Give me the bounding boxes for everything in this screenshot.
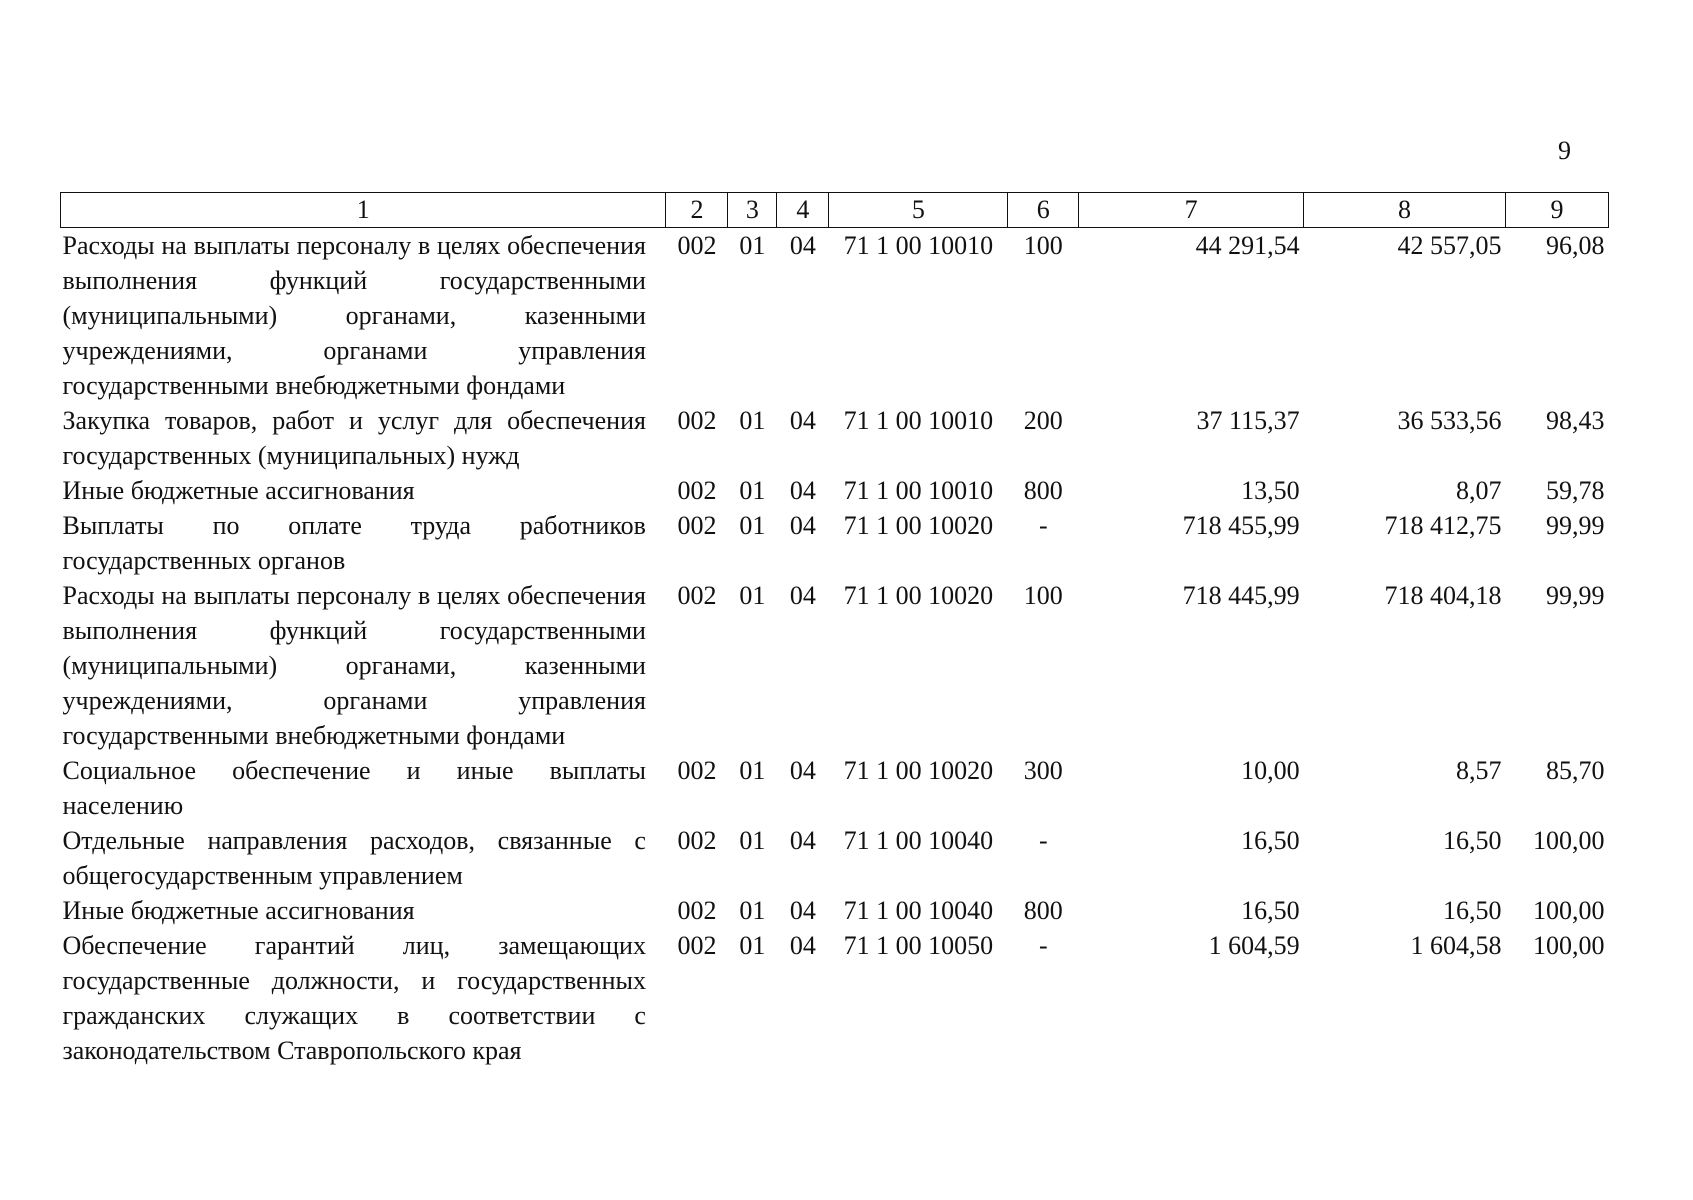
value-8: 16,50 <box>1442 896 1502 925</box>
header-cell: 7 <box>1079 193 1304 228</box>
code-5: 71 1 00 10010 <box>843 231 994 260</box>
value-9: 96,08 <box>1546 231 1605 260</box>
code-2: 002 <box>677 931 717 960</box>
code-2: 002 <box>677 231 717 260</box>
value-8: 1 604,58 <box>1410 931 1502 960</box>
value-7: 1 604,59 <box>1208 931 1300 960</box>
header-cell: 8 <box>1304 193 1506 228</box>
code-3: 01 <box>739 931 766 960</box>
table-row <box>61 893 1609 928</box>
value-7: 13,50 <box>1241 476 1300 505</box>
header-cell: 1 <box>61 193 666 228</box>
value-9: 98,43 <box>1546 406 1605 435</box>
code-4: 04 <box>789 826 816 855</box>
value-7: 16,50 <box>1241 826 1300 855</box>
value-9: 100,00 <box>1533 896 1605 925</box>
table-row <box>61 928 1609 1068</box>
value-9: 85,70 <box>1546 756 1605 785</box>
table-row <box>61 753 1609 823</box>
value-9: 100,00 <box>1533 931 1605 960</box>
value-8: 8,07 <box>1455 476 1502 505</box>
header-cell: 6 <box>1008 193 1079 228</box>
code-4: 04 <box>789 476 816 505</box>
code-6: - <box>1038 511 1048 540</box>
value-9: 59,78 <box>1546 476 1605 505</box>
value-9: 99,99 <box>1546 581 1605 610</box>
expense-name: Выплаты по оплате труда работников государственных органов <box>62 511 646 575</box>
code-5: 71 1 00 10020 <box>843 581 994 610</box>
table-row <box>61 403 1609 473</box>
expense-name: Расходы на выплаты персоналу в целях обеспечения выполнения функций государственными (муниципальными) органами, казенными учреждениями, органами управления государственными внебюджетными фондами <box>62 231 646 400</box>
expense-name: Иные бюджетные ассигнования <box>62 476 415 505</box>
code-2: 002 <box>677 511 717 540</box>
code-5: 71 1 00 10050 <box>843 931 994 960</box>
value-8: 42 557,05 <box>1397 231 1502 260</box>
code-4: 04 <box>789 931 816 960</box>
code-5: 71 1 00 10020 <box>843 756 994 785</box>
code-3: 01 <box>739 406 766 435</box>
code-3: 01 <box>739 511 766 540</box>
code-4: 04 <box>789 581 816 610</box>
value-8: 8,57 <box>1455 756 1502 785</box>
code-2: 002 <box>677 581 717 610</box>
code-6: - <box>1038 931 1048 960</box>
value-7: 37 115,37 <box>1196 406 1300 435</box>
code-5: 71 1 00 10020 <box>843 511 994 540</box>
code-3: 01 <box>739 756 766 785</box>
value-7: 10,00 <box>1241 756 1300 785</box>
header-cell: 9 <box>1505 193 1608 228</box>
code-6: - <box>1038 826 1048 855</box>
code-6: 100 <box>1023 231 1063 260</box>
table-row <box>61 578 1609 753</box>
expense-name: Обеспечение гарантий лиц, замещающих государственные должности, и государственных гражданских служащих в соответствии с законодательством Ставропольского края <box>62 931 646 1065</box>
header-cell: 2 <box>666 193 728 228</box>
value-7: 16,50 <box>1241 896 1300 925</box>
header-cell: 3 <box>728 193 777 228</box>
code-5: 71 1 00 10040 <box>843 826 994 855</box>
code-2: 002 <box>677 896 717 925</box>
code-6: 100 <box>1023 581 1063 610</box>
code-3: 01 <box>739 826 766 855</box>
header-cell: 5 <box>829 193 1008 228</box>
code-5: 71 1 00 10010 <box>843 406 994 435</box>
code-2: 002 <box>677 826 717 855</box>
expense-name: Расходы на выплаты персоналу в целях обеспечения выполнения функций государственными (муниципальными) органами, казенными учреждениями, органами управления государственными внебюджетными фондами <box>62 581 646 750</box>
code-4: 04 <box>789 231 816 260</box>
code-2: 002 <box>677 476 717 505</box>
header-row <box>61 193 1609 228</box>
code-6: 300 <box>1023 756 1063 785</box>
code-3: 01 <box>739 476 766 505</box>
table-row <box>61 823 1609 893</box>
code-4: 04 <box>789 406 816 435</box>
code-3: 01 <box>739 896 766 925</box>
budget-table <box>60 192 1609 1068</box>
code-4: 04 <box>789 511 816 540</box>
value-7: 718 455,99 <box>1182 511 1300 540</box>
table-row <box>61 473 1609 508</box>
code-5: 71 1 00 10040 <box>843 896 994 925</box>
code-3: 01 <box>739 581 766 610</box>
table-row <box>61 228 1609 404</box>
value-7: 718 445,99 <box>1182 581 1300 610</box>
value-9: 100,00 <box>1533 826 1605 855</box>
value-7: 44 291,54 <box>1195 231 1300 260</box>
code-2: 002 <box>677 756 717 785</box>
code-6: 200 <box>1023 406 1063 435</box>
table-row <box>61 508 1609 578</box>
value-8: 16,50 <box>1442 826 1502 855</box>
code-2: 002 <box>677 406 717 435</box>
expense-name: Социальное обеспечение и иные выплаты населению <box>62 756 646 820</box>
expense-name: Отдельные направления расходов, связанные с общегосударственным управлением <box>62 826 646 890</box>
expense-name: Закупка товаров, работ и услуг для обеспечения государственных (муниципальных) нужд <box>62 406 646 470</box>
code-5: 71 1 00 10010 <box>843 476 994 505</box>
code-4: 04 <box>789 756 816 785</box>
page-number: 9 <box>1558 136 1571 165</box>
code-6: 800 <box>1023 476 1063 505</box>
code-6: 800 <box>1023 896 1063 925</box>
value-8: 718 412,75 <box>1384 511 1502 540</box>
expense-name: Иные бюджетные ассигнования <box>62 896 415 925</box>
value-8: 36 533,56 <box>1397 406 1502 435</box>
code-3: 01 <box>739 231 766 260</box>
header-cell: 4 <box>777 193 829 228</box>
value-9: 99,99 <box>1546 511 1605 540</box>
value-8: 718 404,18 <box>1384 581 1502 610</box>
code-4: 04 <box>789 896 816 925</box>
